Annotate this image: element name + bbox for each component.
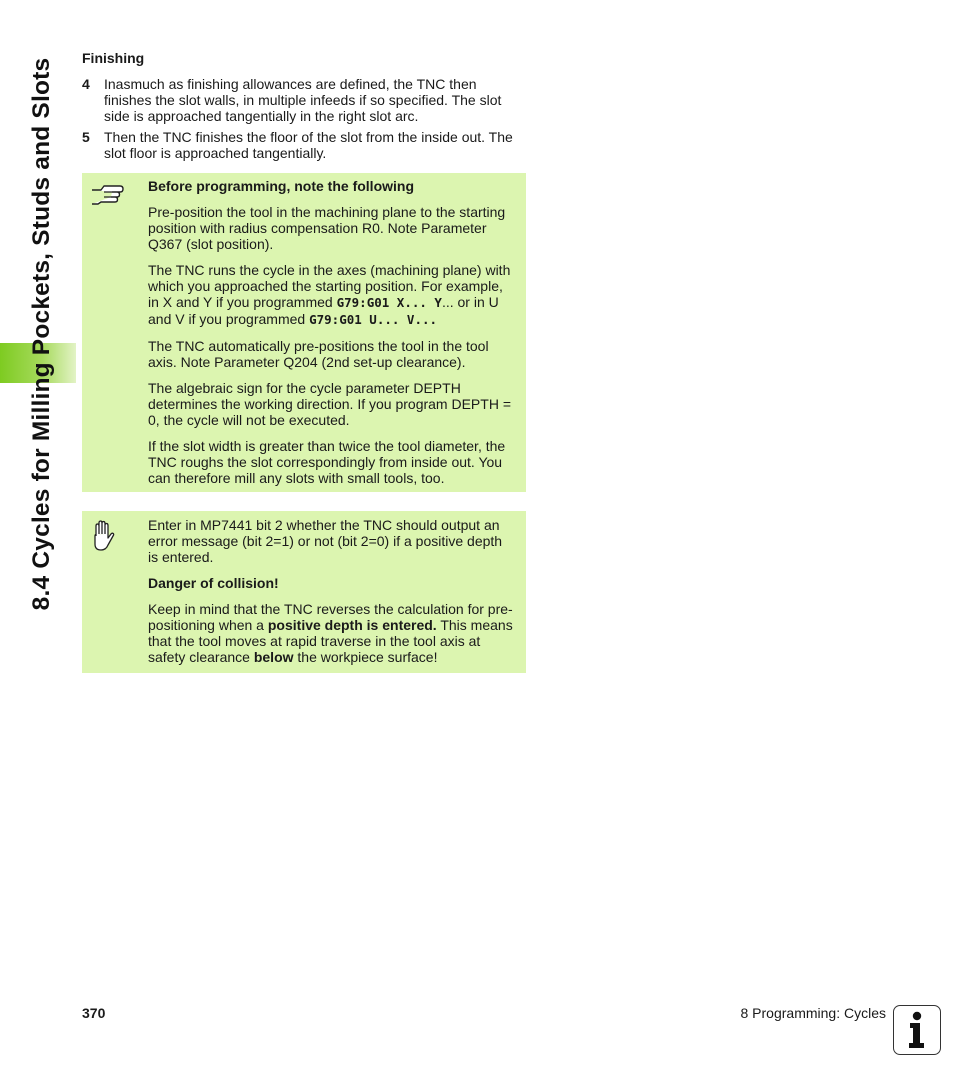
note-emphasis: below <box>253 649 294 665</box>
list-item <box>82 76 527 124</box>
step-number: 5 <box>82 129 90 145</box>
note-text: This means that the tool moves at rapid traverse in the tool axis at safety clearance <box>148 617 513 665</box>
note-paragraph: Pre-position the tool in the machining plane to the starting position with radius compensation R0. Note Parameter Q367 (slot position). <box>148 204 506 252</box>
note-heading: Before programming, note the following <box>148 178 414 194</box>
info-icon <box>893 1005 941 1055</box>
step-number: 4 <box>82 76 90 92</box>
note-box-collision-warning <box>82 511 526 673</box>
pointing-hand-icon <box>90 182 124 209</box>
page-number: 370 <box>82 1005 106 1021</box>
note-paragraph: Enter in MP7441 bit 2 whether the TNC should output an error message (bit 2=1) or not (bit 2=0) if a positive depth is entered. <box>148 517 503 565</box>
code-snippet: G79:G01 U... V... <box>309 312 438 327</box>
section-heading: Finishing <box>82 50 145 66</box>
note-paragraph: The TNC automatically pre-positions the tool in the tool axis. Note Parameter Q204 (2nd set-up clearance). <box>148 338 489 370</box>
note-text: the workpiece surface! <box>293 649 438 665</box>
step-text: Inasmuch as finishing allowances are defined, the TNC then finishes the slot walls, in multiple infeeds if so specified. The slot side is approached tangentially in the right slot arc. <box>104 76 502 124</box>
chapter-side-title: 8.4 Cycles for Milling Pockets, Studs and Slots <box>28 57 55 611</box>
note-text: ... or in U and V if you programmed <box>148 294 499 327</box>
step-text: Then the TNC finishes the floor of the slot from the inside out. The slot floor is approached tangentially. <box>104 129 513 161</box>
note-text: The TNC runs the cycle in the axes (machining plane) with which you approached the starting position. For example, in X and Y if you programmed <box>148 262 511 310</box>
note-text: Keep in mind that the TNC reverses the calculation for pre-positioning when a <box>148 601 513 633</box>
note-paragraph: The algebraic sign for the cycle parameter DEPTH determines the working direction. If you program DEPTH = 0, the cycle will not be executed. <box>148 380 511 428</box>
code-snippet: G79:G01 X... Y <box>336 295 442 310</box>
note-paragraph: If the slot width is greater than twice the tool diameter, the TNC roughs the slot correspondingly from inside out. You can therefore mill any slots with small tools, too. <box>148 438 506 486</box>
note-emphasis: positive depth is entered. <box>267 617 437 633</box>
footer-chapter-title: 8 Programming: Cycles <box>740 1005 886 1021</box>
list-item <box>82 129 527 161</box>
danger-heading: Danger of collision! <box>148 575 279 591</box>
note-box-before-programming <box>82 173 526 492</box>
note-paragraph <box>148 601 516 665</box>
raised-hand-icon <box>90 520 116 555</box>
note-paragraph <box>148 262 516 328</box>
